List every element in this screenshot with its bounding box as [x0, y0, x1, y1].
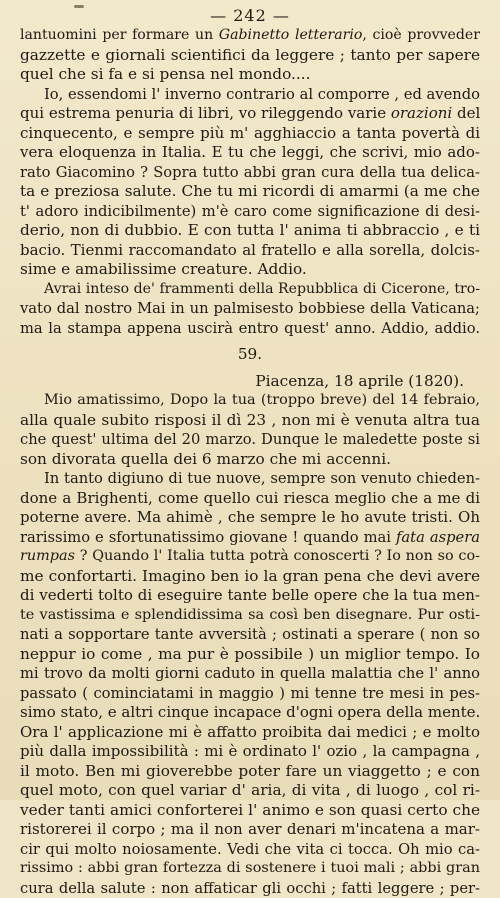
letter-dateline: Piacenza, 18 aprile (1820).	[20, 372, 480, 392]
text-line: qui estrema penuria di libri, vo rileggendo varie orazioni del	[20, 104, 480, 124]
text-line: poterne avere. Ma ahimè , che sempre le ho avute tristi. Oh	[20, 508, 480, 528]
text-line: done a Brighenti, come quello cui riesca meglio che a me di	[20, 489, 480, 509]
letter-number: 59.	[20, 345, 480, 365]
text-line: Ora l' applicazione mi è affatto proibita dai medici ; e molto	[20, 723, 480, 743]
text-line: Avrai inteso de' frammenti della Repubblica di Cicerone, tro-	[20, 280, 480, 300]
text-line: più dalla impossibilità : mi è ordinato l' ozio , la campagna ,	[20, 742, 480, 762]
text-line: che quest' ultima del 20 marzo. Dunque le maledette poste si	[20, 430, 480, 450]
text-line: il moto. Ben mi gioverebbe poter fare un viaggetto ; e con	[20, 762, 480, 782]
text-line: mi trovo da molti giorni caduto in quella malattia che l' anno	[20, 664, 480, 684]
text-line: rato Giacomino ? Sopra tutto abbi gran cura della tua delica-	[20, 163, 480, 183]
text-line: neppur io come , ma pur è possibile ) un miglior tempo. Io	[20, 645, 480, 665]
text-line: vera eloquenza in Italia. E tu che leggi, che scrivi, mio ado-	[20, 143, 480, 163]
text-line: rissimo : abbi gran fortezza di sostenere i tuoi mali ; abbi gran	[20, 859, 480, 879]
text-line: ta e preziosa salute. Che tu mi ricordi di amarmi (a me che	[20, 182, 480, 202]
text-line: sime e amabilissime creature. Addio.	[20, 260, 480, 280]
text-line: In tanto digiuno di tue nuove, sempre son venuto chieden-	[20, 469, 480, 489]
text-line: simo stato, e altri cinque incapace d'ogni opera della mente.	[20, 703, 480, 723]
text-line: ristorerei il corpo ; ma il non aver denari m'incatena a mar-	[20, 820, 480, 840]
text-line: cura della salute : non affaticar gli occhi ; fatti leggere ; per-	[20, 879, 480, 898]
text-line: quel moto, con quel variar d' aria, di vita , di luogo , col ri-	[20, 781, 480, 801]
text-line: gazzette e giornali scientifici da leggere ; tanto per sapere	[20, 46, 480, 66]
text-line: Io, essendomi l' inverno contrario al comporre , ed avendo	[20, 85, 480, 105]
text-line: rarissimo e sfortunatissimo giovane ! quando mai fata aspera	[20, 528, 480, 548]
page-number: — 242 —	[0, 6, 500, 26]
text-line: Mio amatissimo, Dopo la tua (troppo breve) del 14 febraio,	[20, 391, 480, 411]
text-line: passato ( cominciatami in maggio ) mi tenne tre mesi in pes-	[20, 684, 480, 704]
text-line: bacio. Tienmi raccomandato al fratello e alla sorella, dolcis-	[20, 241, 480, 261]
body-text	[20, 26, 480, 898]
text-line: te vastissima e splendidissima sa così ben disegnare. Pur osti-	[20, 606, 480, 626]
text-line: nati a sopportare tante avversità ; ostinati a sperare ( non so	[20, 625, 480, 645]
text-line: son divorata quella dei 6 marzo che mi accenni.	[20, 450, 480, 470]
text-line: vato dal nostro Mai in un palmisesto bobbiese della Vaticana;	[20, 299, 480, 319]
text-line: ma la stampa appena uscirà entro quest' anno. Addio, addio.	[20, 319, 480, 339]
text-line: alla quale subito risposi il dì 23 , non mi è venuta altra tua	[20, 411, 480, 431]
text-line: me confortarti. Imagino ben io la gran pena che devi avere	[20, 567, 480, 587]
text-line: rumpas ? Quando l' Italia tutta potrà conoscerti ? Io non so co-	[20, 547, 480, 567]
text-line: t' adoro indicibilmente) m'è caro come significazione di desi-	[20, 202, 480, 222]
text-line: derio, non di dubbio. E con tutta l' anima ti abbraccio , e ti	[20, 221, 480, 241]
text-line: quel che si fa e si pensa nel mondo....	[20, 65, 480, 85]
text-line: cinquecento, e sempre più m' agghiaccio a tanta povertà di	[20, 124, 480, 144]
text-line: di vederti tolto di eseguire tante belle opere che la tua men-	[20, 586, 480, 606]
text-line: cir qui molto noiosamente. Vedi che vita ci tocca. Oh mio ca-	[20, 840, 480, 860]
text-line: veder tanti amici conforterei l' animo e son quasi certo che	[20, 801, 480, 821]
text-line: lantuomini per formare un Gabinetto letterario, cioè provveder	[20, 26, 480, 46]
